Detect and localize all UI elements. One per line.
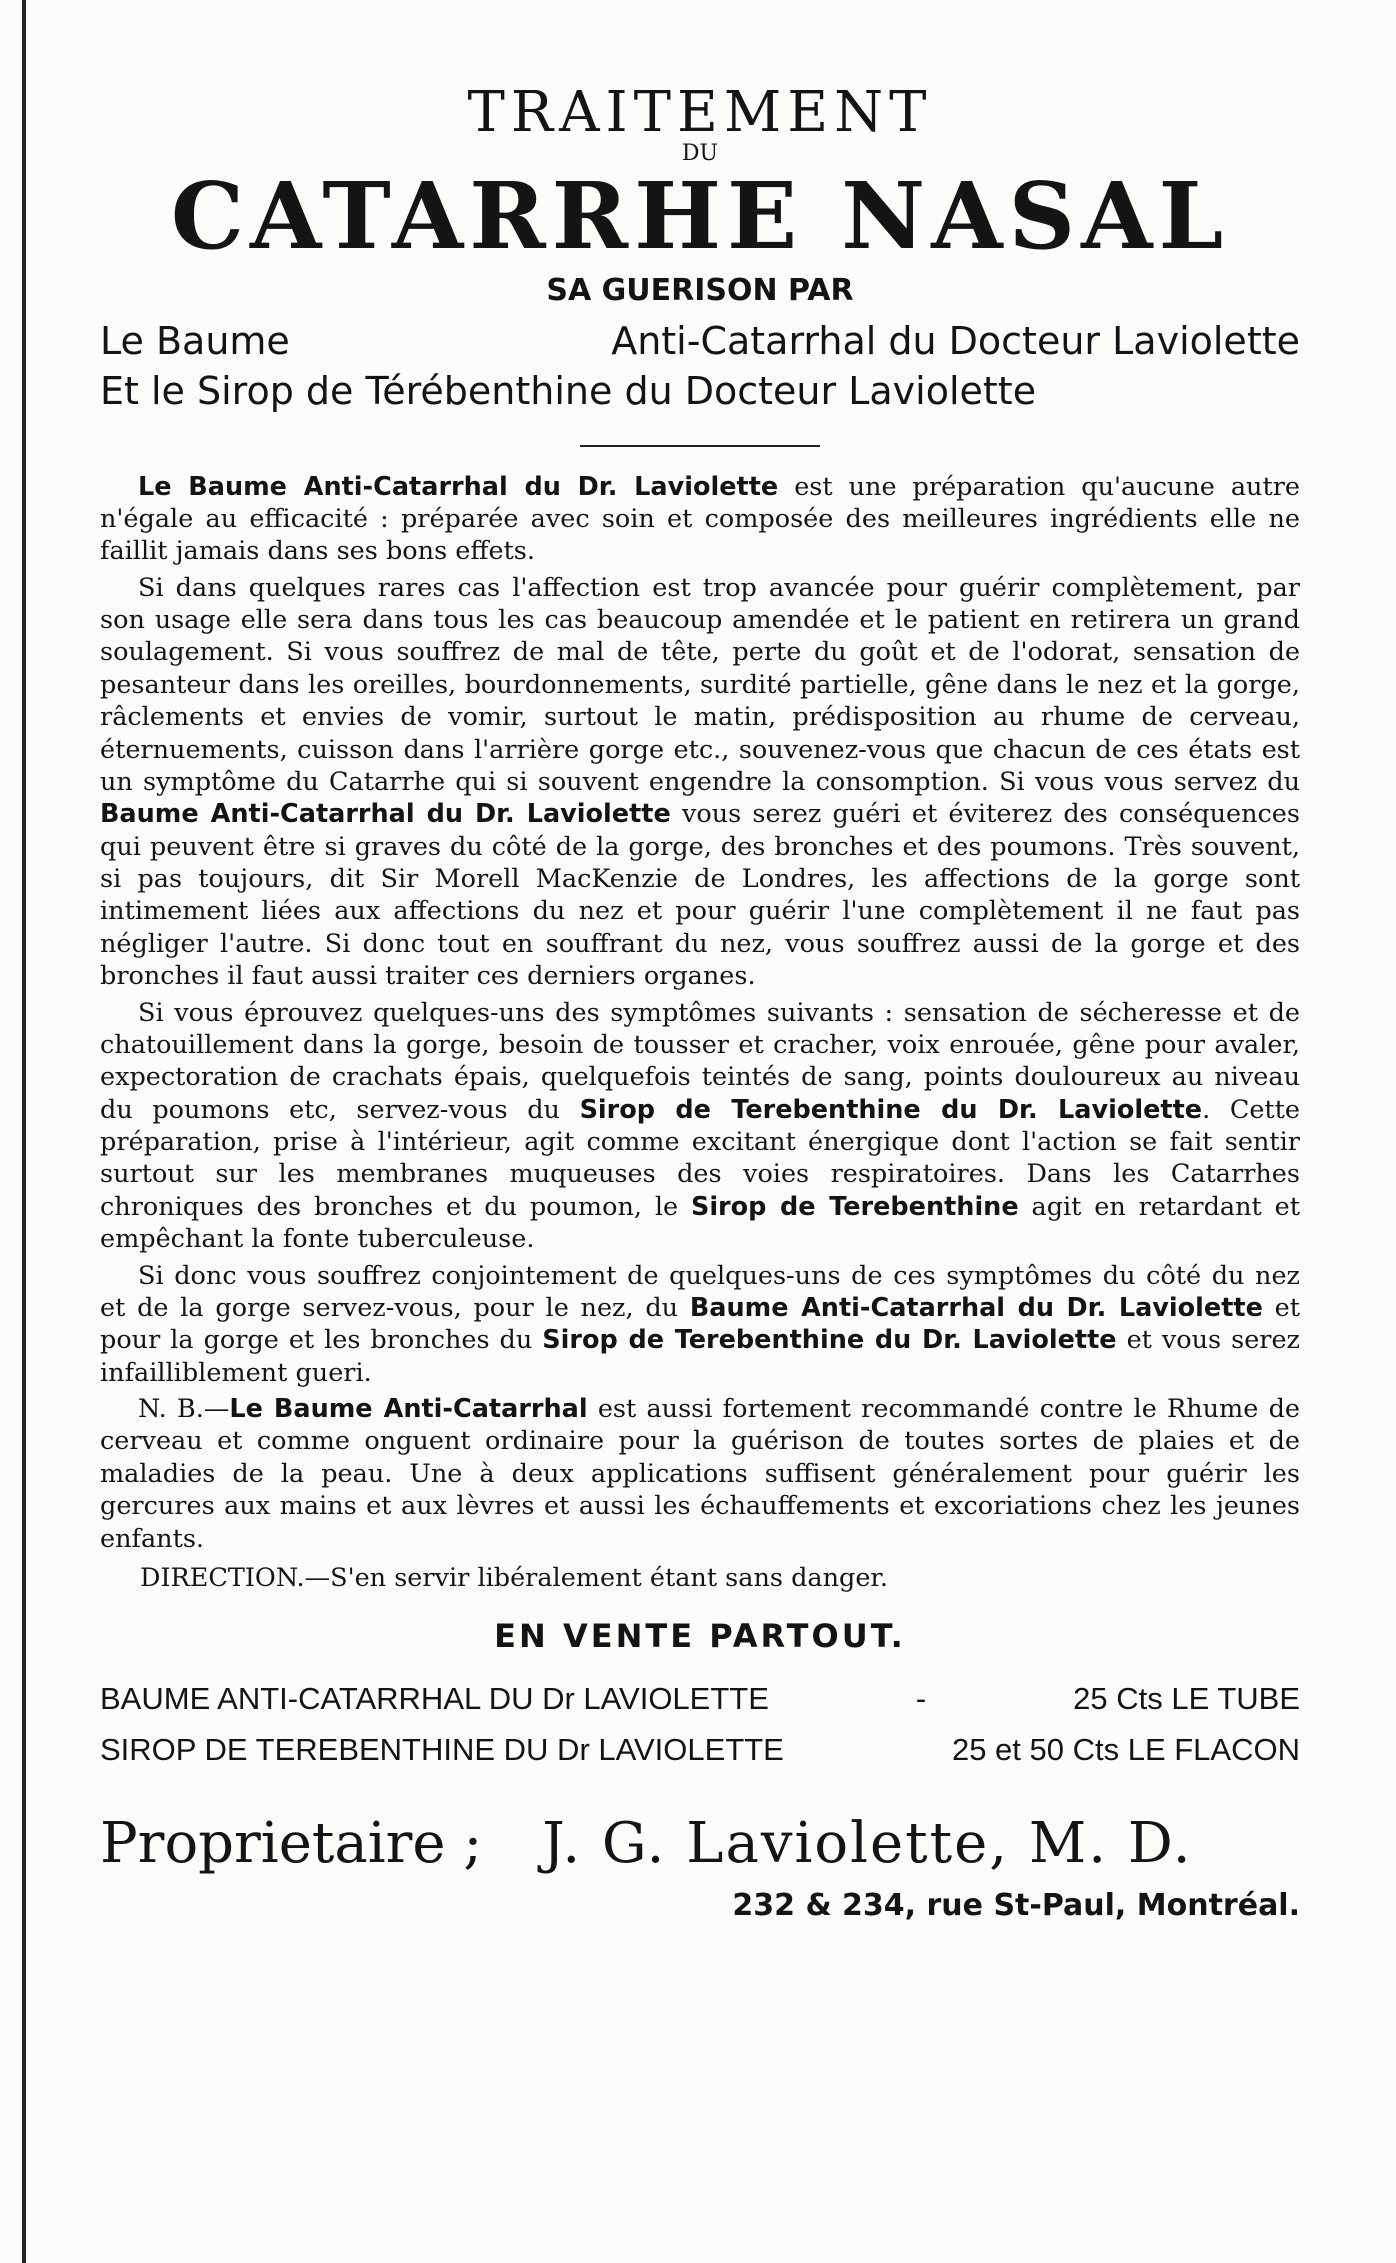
- p5-bold: Le Baume Anti-Catarrhal: [229, 1394, 588, 1424]
- divider: [580, 445, 820, 447]
- p1-bold: Le Baume Anti-Catarrhal du Dr. Laviolette: [138, 471, 779, 502]
- p1-text: est une préparation qu'aucune autre n'égale au efficacité : préparée avec soin et composée des meilleures ingrédients elle ne faillit jamais dans ses bons effets.: [100, 471, 1300, 567]
- p3-text-c: agit en retardant et empêchant la fonte tuberculeuse.: [100, 1191, 1300, 1255]
- price-row: [100, 1724, 1300, 1775]
- subtitle-block: [100, 316, 1300, 416]
- price-item-name: BAUME ANTI-CATARRHAL DU Dr LAVIOLETTE: [100, 1680, 769, 1716]
- p2-text-a: Si dans quelques rares cas l'affection est trop avancée pour guérir complètement, par son usage elle sera dans tous les cas beaucoup amendée et le patient en retirera un grand soulagement. Si vous souffrez de mal de tête, perte du goût et de l'odorat, sensation de pesanteur dans les oreilles, bourdonnements, surdité partielle, gêne dans le nez et la gorge, râclements et envies de vomir, surtout le matin, prédisposition au rhume de cerveau, éternuements, cuisson dans l'arrière gorge etc., souvenez-vous que chacun de ces états est un symptôme du Catarrhe qui si souvent engendre la consomption. Si vous vous servez du: [100, 572, 1300, 797]
- subtitle-line-2: Et le Sirop de Térébenthine du Docteur Laviolette: [100, 369, 1037, 414]
- subtitle-line-1-left: Le Baume: [100, 319, 290, 364]
- title-catarrhe-nasal: CATARRHE NASAL: [170, 162, 1230, 270]
- subtitle-line-1-right: Anti-Catarrhal du Docteur Laviolette: [611, 319, 1300, 364]
- p2-text-b: vous serez guéri et éviterez des conséquences qui peuvent être si graves du côté de la gorge, des bronches et des poumons. Très souvent, si pas toujours, dit Sir Morell MacKenzie de Londres, les affections de la gorge sont intimement liées aux affections du nez et pour guérir l'une complètement il ne faut pas négliger l'autre. Si donc tout en souffrant du nez, vous souffrez aussi de la gorge et des bronches il faut aussi traiter ces derniers organes.: [100, 799, 1300, 992]
- p3-bold-1: Sirop de Terebenthine du Dr. Laviolette: [579, 1094, 1203, 1125]
- p4-bold-1: Baume Anti-Catarrhal du Dr. Laviolette: [689, 1292, 1263, 1323]
- proprietor-name: J. G. Laviolette, M. D.: [542, 1811, 1193, 1877]
- price-list: [100, 1673, 1300, 1775]
- address: 232 & 234, rue St-Paul, Montréal.: [732, 1888, 1300, 1924]
- title-guerison: SA GUERISON PAR: [546, 273, 854, 309]
- proprietor-label: Proprietaire ;: [100, 1811, 483, 1877]
- p5-text-b: est aussi fortement recommandé contre le Rhume de cerveau et comme onguent ordinaire pour la guérison de toutes sortes de plaies et de maladies de la peau. Une à deux applications suffisent généralement pour guérir les gercures aux mains et aux lèvres et aussi les échauffements et excoriations chez les jeunes enfants.: [100, 1394, 1300, 1554]
- p4-bold-2: Sirop de Terebenthine du Dr. Laviolette: [542, 1325, 1117, 1356]
- p3-bold-2: Sirop de Terebenthine: [690, 1191, 1019, 1222]
- price-row: [100, 1673, 1300, 1724]
- p4-text-c: et vous serez infailliblement gueri.: [100, 1325, 1300, 1388]
- direction-line: DIRECTION.—S'en servir libéralement étant sans danger.: [140, 1562, 888, 1593]
- sale-heading: EN VENTE PARTOUT.: [494, 1616, 906, 1655]
- paragraph-2: [100, 572, 1300, 993]
- advertisement-page: [100, 70, 1300, 1923]
- title-traitement: TRAITEMENT: [467, 80, 933, 145]
- margin-rule: [22, 0, 26, 2263]
- price-item-dash: -: [915, 1680, 927, 1716]
- paragraph-4: [100, 1260, 1300, 1390]
- paragraph-5: [100, 1393, 1300, 1555]
- price-item-price: 25 et 50 Cts LE FLACON: [951, 1732, 1300, 1768]
- paragraph-3: [100, 997, 1300, 1256]
- p5-text-a: N. B.—: [138, 1394, 230, 1424]
- subtitle-line-1: [100, 316, 1300, 366]
- paragraph-1: [100, 471, 1300, 568]
- p3-text-b: . Cette préparation, prise à l'intérieur, agit comme excitant énergique dont l'action se fait sentir surtout sur les membranes muqueuses des voies respiratoires. Dans les Catarrhes chroniques des bronches et du poumon, le: [100, 1094, 1301, 1222]
- p4-text-b: et pour la gorge et les bronches du: [100, 1292, 1301, 1356]
- p2-bold: Baume Anti-Catarrhal du Dr. Laviolette: [100, 799, 671, 830]
- title-du: DU: [681, 141, 719, 166]
- p4-text-a: Si donc vous souffrez conjointement de quelques-uns de ces symptômes du côté du nez et de la gorge servez-vous, pour le nez, du: [100, 1260, 1300, 1323]
- proprietor-line: [100, 1811, 1300, 1876]
- price-item-name: SIROP DE TEREBENTHINE DU Dr LAVIOLETTE: [100, 1732, 784, 1768]
- p3-text-a: Si vous éprouvez quelques-uns des symptômes suivants : sensation de sécheresse et de chatouillement dans la gorge, besoin de tousser et cracher, voix enrouée, gêne pour avaler, expectoration de crachats épais, quelquefois teintés de sang, points douloureux au niveau du poumons etc, servez-vous du: [100, 997, 1300, 1125]
- body-text: [100, 471, 1300, 1555]
- price-item-price: 25 Cts LE TUBE: [1073, 1680, 1300, 1716]
